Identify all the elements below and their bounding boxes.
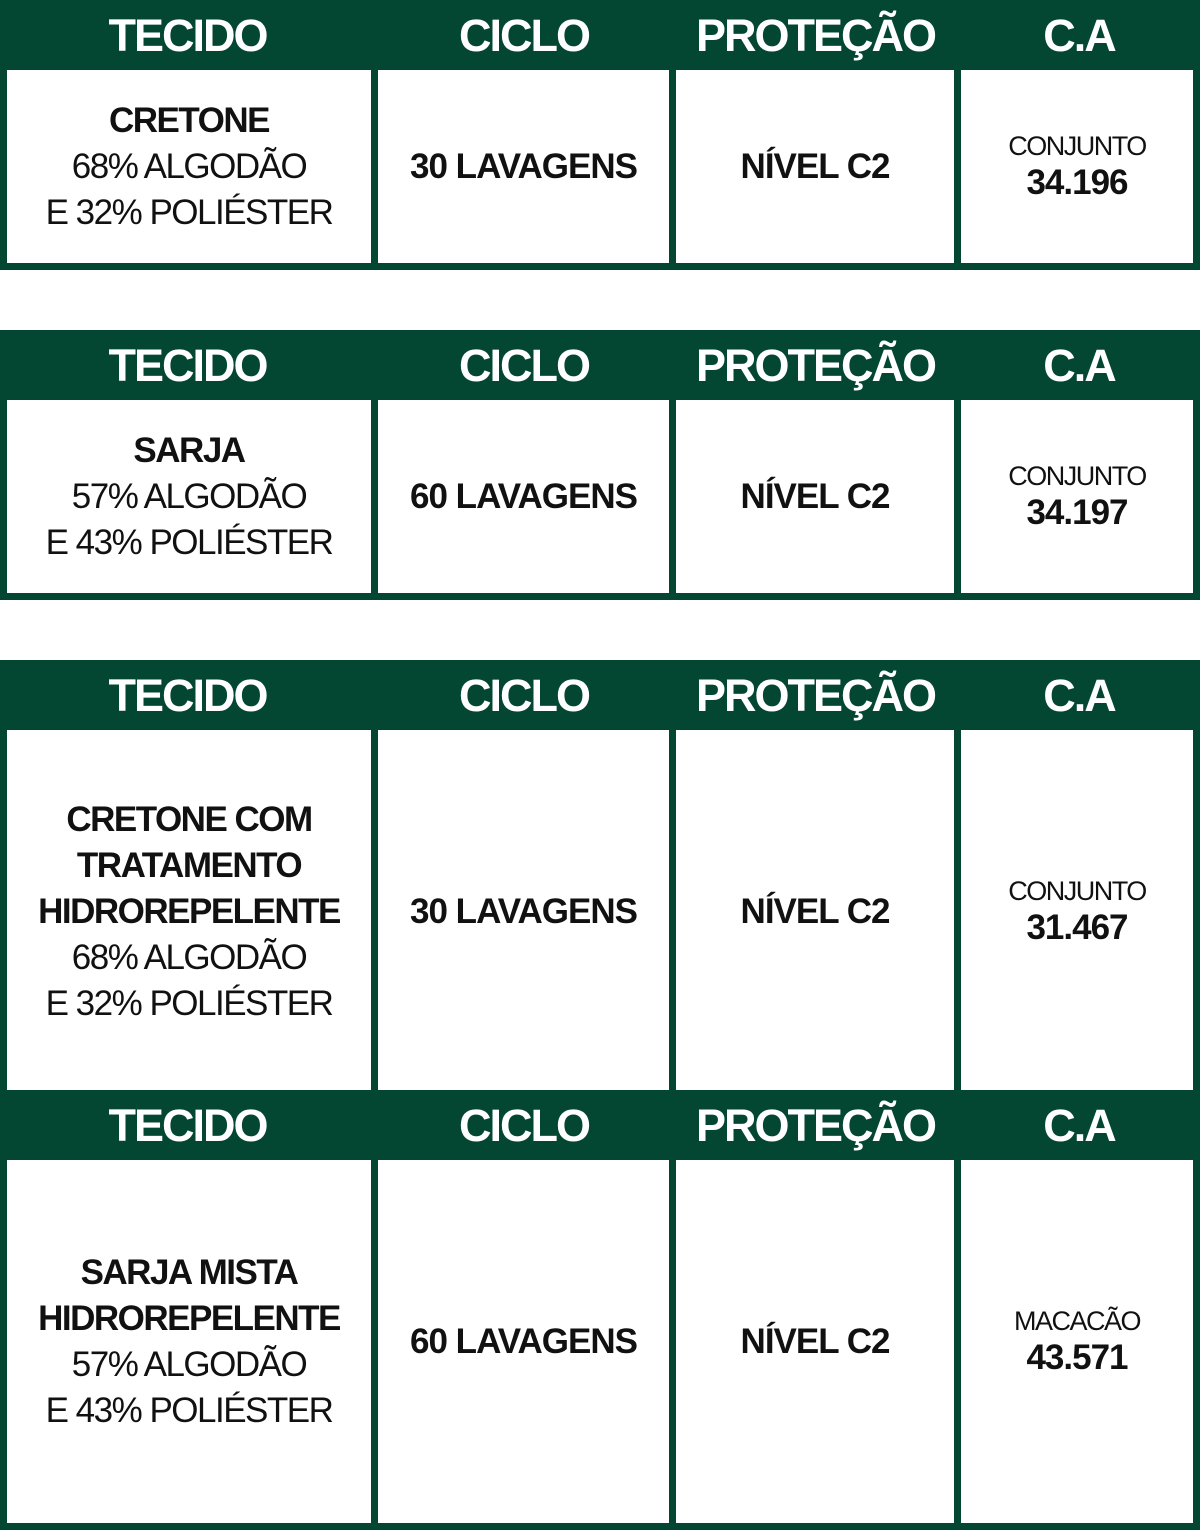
- header-fabric: TECIDO: [108, 340, 267, 391]
- ca-cell: [961, 400, 1193, 593]
- table-header: [0, 0, 1200, 70]
- fabric-composition: 68% ALGODÃO: [71, 146, 307, 186]
- fabric-name: SARJA MISTA: [80, 1252, 298, 1292]
- cycle-value: 60 LAVAGENS: [410, 476, 637, 516]
- header-cycle: CICLO: [459, 10, 589, 61]
- protection-value: NÍVEL C2: [740, 476, 890, 516]
- ca-info: [1008, 875, 1146, 949]
- header-cycle: CICLO: [459, 340, 589, 391]
- fabric-composition: 57% ALGODÃO: [71, 1344, 307, 1384]
- ca-type: CONJUNTO: [1008, 460, 1146, 491]
- ca-type: CONJUNTO: [1008, 130, 1146, 161]
- fabric-composition: E 32% POLIÉSTER: [45, 192, 333, 232]
- fabric-table-2: [0, 330, 1200, 600]
- header-ca: C.A: [1043, 670, 1115, 721]
- header-ca: C.A: [1043, 1100, 1115, 1151]
- ca-number: 31.467: [1026, 907, 1128, 947]
- protection-cell: [676, 1160, 954, 1523]
- fabric-name: CRETONE: [108, 100, 269, 140]
- fabric-name: SARJA: [133, 430, 245, 470]
- ca-number: 34.197: [1026, 492, 1128, 532]
- fabric-composition: E 43% POLIÉSTER: [45, 522, 333, 562]
- cycle-cell: [378, 70, 669, 263]
- fabric-name: HIDROREPELENTE: [38, 1298, 340, 1338]
- fabric-name: HIDROREPELENTE: [38, 891, 340, 931]
- table-row: [0, 1160, 1200, 1530]
- fabric-description: [38, 797, 340, 1027]
- header-protection: PROTEÇÃO: [695, 670, 935, 721]
- fabric-cell: [7, 1160, 371, 1523]
- protection-cell: [676, 400, 954, 593]
- fabric-cell: [7, 730, 371, 1093]
- header-protection: PROTEÇÃO: [695, 340, 935, 391]
- header-cycle: CICLO: [459, 1100, 589, 1151]
- header-protection: PROTEÇÃO: [695, 1100, 935, 1151]
- table-header: [0, 1090, 1200, 1160]
- ca-info: [1008, 130, 1146, 204]
- cycle-cell: [378, 1160, 669, 1523]
- cycle-cell: [378, 730, 669, 1093]
- ca-info: [1014, 1305, 1140, 1379]
- ca-cell: [961, 1160, 1193, 1523]
- ca-cell: [961, 730, 1193, 1093]
- cycle-value: 30 LAVAGENS: [410, 891, 637, 931]
- fabric-table-4: [0, 1090, 1200, 1530]
- fabric-description: [46, 98, 333, 236]
- ca-cell: [961, 70, 1193, 263]
- fabric-composition: 68% ALGODÃO: [71, 937, 307, 977]
- header-ca: C.A: [1043, 10, 1115, 61]
- cycle-value: 30 LAVAGENS: [410, 146, 637, 186]
- ca-number: 34.196: [1026, 162, 1128, 202]
- ca-type: CONJUNTO: [1008, 875, 1146, 906]
- header-cycle: CICLO: [459, 670, 589, 721]
- fabric-composition: E 43% POLIÉSTER: [45, 1390, 333, 1430]
- table-header: [0, 330, 1200, 400]
- fabric-description: [46, 428, 333, 566]
- table-row: [0, 70, 1200, 270]
- fabric-cell: [7, 400, 371, 593]
- fabric-name: TRATAMENTO: [76, 845, 302, 885]
- fabric-composition: E 32% POLIÉSTER: [45, 983, 333, 1023]
- protection-value: NÍVEL C2: [740, 146, 890, 186]
- table-row: [0, 730, 1200, 1100]
- fabric-table-3: [0, 660, 1200, 1100]
- table-header: [0, 660, 1200, 730]
- table-row: [0, 400, 1200, 600]
- fabric-table-1: [0, 0, 1200, 270]
- fabric-composition: 57% ALGODÃO: [71, 476, 307, 516]
- protection-value: NÍVEL C2: [740, 1321, 890, 1361]
- fabric-cell: [7, 70, 371, 263]
- cycle-cell: [378, 400, 669, 593]
- protection-cell: [676, 70, 954, 263]
- cycle-value: 60 LAVAGENS: [410, 1321, 637, 1361]
- header-fabric: TECIDO: [108, 10, 267, 61]
- ca-info: [1008, 460, 1146, 534]
- ca-number: 43.571: [1026, 1337, 1128, 1377]
- protection-cell: [676, 730, 954, 1093]
- header-fabric: TECIDO: [108, 1100, 267, 1151]
- ca-type: MACACÃO: [1013, 1305, 1141, 1336]
- header-protection: PROTEÇÃO: [695, 10, 935, 61]
- fabric-description: [38, 1250, 340, 1434]
- header-ca: C.A: [1043, 340, 1115, 391]
- header-fabric: TECIDO: [108, 670, 267, 721]
- fabric-name: CRETONE COM: [66, 799, 312, 839]
- protection-value: NÍVEL C2: [740, 891, 890, 931]
